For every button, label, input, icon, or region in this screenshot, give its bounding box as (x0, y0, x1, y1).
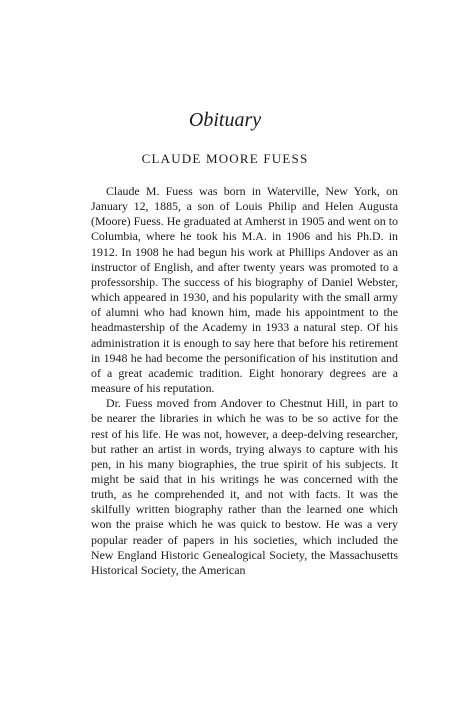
body-paragraph: Dr. Fuess moved from Andover to Chestnut Hill, in part to be nearer the libraries in which he was to be so active for the rest of his life. He was not, however, a deep-delving researcher, but rather an artist in words, trying always to capture with his pen, in his many biographies, the true spirit of his subjects. It might be said that in his writings he was concerned with the truth, as he comprehended it, and not with facts. It was the skilfully written biography rather than the learned one which won the praise which he was quick to bestow. He was a very popular reader of papers in his societies, which included the New England Historic Genealogical Society, the Massachusetts Historical Society, the American (91, 396, 398, 577)
page-title: Obituary (188, 109, 262, 131)
obituary-body (91, 184, 398, 578)
obituary-subject-name: CLAUDE MOORE FUESS (141, 151, 309, 166)
body-paragraph: Claude M. Fuess was born in Waterville, New York, on January 12, 1885, a son of Louis Philip and Helen Augusta (Moore) Fuess. He graduated at Amherst in 1905 and went on to Columbia, where he took his M.A. in 1906 and his Ph.D. in 1912. In 1908 he had begun his work at Phillips Andover as an instructor of English, and after twenty years was promoted to a professorship. The success of his biography of Daniel Webster, which appeared in 1930, and his popularity with the small army of alumni who had known him, made his appointment to the headmastership of the Academy in 1933 a natural step. Of his administration it is enough to say here that before his retirement in 1948 he had become the personification of his institution and of a great academic tradition. Eight honorary degrees are a measure of his reputation. (91, 184, 398, 396)
